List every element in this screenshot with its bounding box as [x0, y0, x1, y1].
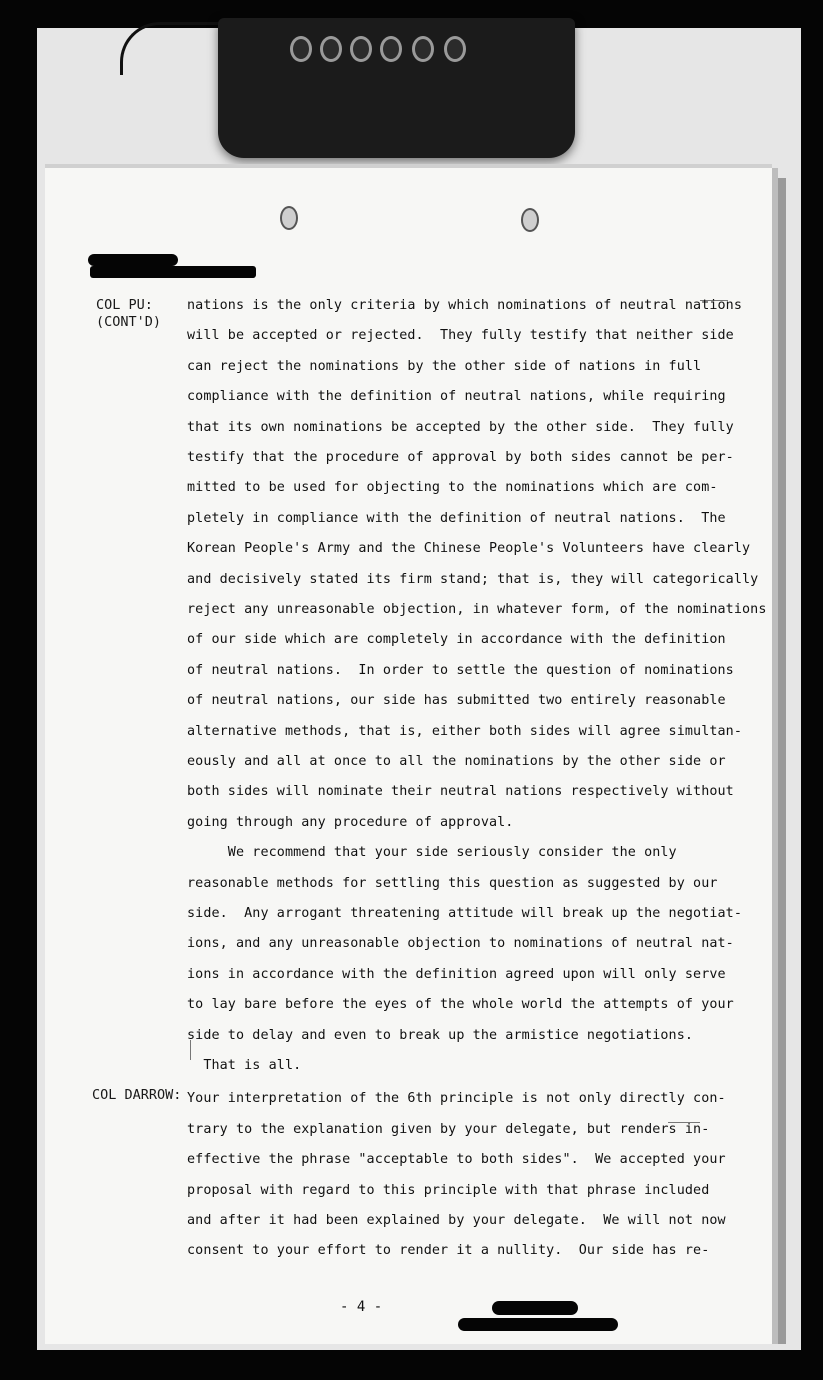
stray-mark — [190, 1040, 191, 1060]
footer-redaction — [458, 1318, 618, 1331]
clip-knob — [380, 36, 402, 62]
text-line: and after it had been explained by your delegate. We will not now — [187, 1213, 726, 1228]
text-line: testify that the procedure of approval by both sides cannot be per- — [187, 450, 734, 465]
speaker-continued: (CONT'D) — [96, 314, 162, 330]
text-line: That is all. — [187, 1058, 302, 1073]
clip-knob — [412, 36, 434, 62]
text-line: to lay bare before the eyes of the whole world the attempts of your — [187, 997, 734, 1012]
header-redaction — [88, 254, 178, 266]
text-line: pletely in compliance with the definition of neutral nations. The — [187, 511, 726, 526]
text-line: side to delay and even to break up the armistice negotiations. — [187, 1028, 694, 1043]
text-line: ions, and any unreasonable objection to nominations of neutral nat- — [187, 936, 734, 951]
page-edge — [772, 178, 786, 1344]
clip-knob — [290, 36, 312, 62]
punch-hole — [521, 208, 539, 232]
text-line: reasonable methods for settling this question as suggested by our — [187, 876, 718, 891]
speaker-label: COL PU: — [96, 297, 153, 313]
text-line: effective the phrase "acceptable to both sides". We accepted your — [187, 1152, 726, 1167]
speaker-label: COL DARROW: — [92, 1087, 182, 1103]
punch-hole — [280, 206, 298, 230]
text-line: reject any unreasonable objection, in whatever form, of the nominations — [187, 602, 767, 617]
text-line: Korean People's Army and the Chinese People's Volunteers have clearly — [187, 541, 751, 556]
text-line: of neutral nations, our side has submitted two entirely reasonable — [187, 693, 726, 708]
text-line: mitted to be used for objecting to the nominations which are com- — [187, 480, 718, 495]
text-line: and decisively stated its firm stand; that is, they will categorically — [187, 572, 759, 587]
text-line: eously and all at once to all the nominations by the other side or — [187, 754, 726, 769]
text-line: compliance with the definition of neutral nations, while requiring — [187, 389, 726, 404]
clip-knob — [320, 36, 342, 62]
text-line: of our side which are completely in accordance with the definition — [187, 632, 726, 647]
text-line: both sides will nominate their neutral nations respectively without — [187, 784, 734, 799]
text-line: ions in accordance with the definition agreed upon will only serve — [187, 967, 726, 982]
text-line: going through any procedure of approval. — [187, 815, 514, 830]
text-line: consent to your effort to render it a nullity. Our side has re- — [187, 1243, 710, 1258]
page-number: - 4 - — [340, 1299, 383, 1315]
clip-knob — [444, 36, 466, 62]
text-line: We recommend that your side seriously consider the only — [187, 845, 677, 860]
clip-knob — [350, 36, 372, 62]
text-line: side. Any arrogant threatening attitude will break up the negotiat- — [187, 906, 743, 921]
text-line: proposal with regard to this principle with that phrase included — [187, 1183, 710, 1198]
text-line: will be accepted or rejected. They fully testify that neither side — [187, 328, 734, 343]
text-line: of neutral nations. In order to settle the question of nominations — [187, 663, 734, 678]
text-line: trary to the explanation given by your delegate, but renders in- — [187, 1122, 710, 1137]
footer-redaction — [492, 1301, 578, 1315]
header-redaction — [90, 266, 256, 278]
text-line: can reject the nominations by the other side of nations in full — [187, 359, 702, 374]
text-line: Your interpretation of the 6th principle is not only directly con- — [187, 1091, 726, 1106]
text-line: that its own nominations be accepted by the other side. They fully — [187, 420, 734, 435]
text-line: nations is the only criteria by which nominations of neutral nations — [187, 298, 743, 313]
text-line: alternative methods, that is, either both sides will agree simultan- — [187, 724, 743, 739]
binder-clip — [218, 18, 575, 158]
